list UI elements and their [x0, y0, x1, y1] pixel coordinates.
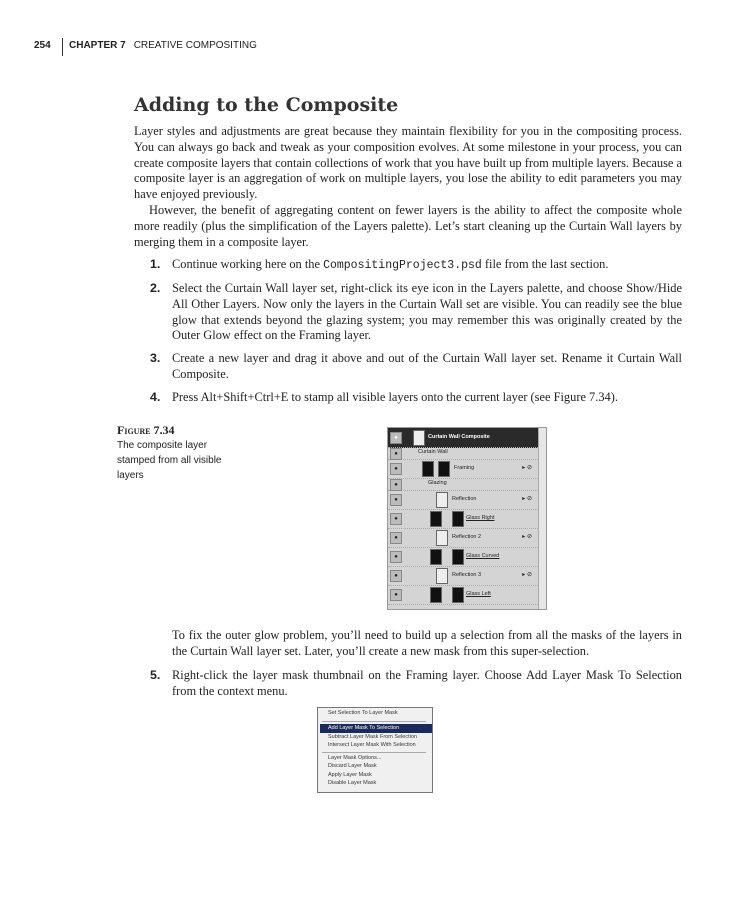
header-divider	[62, 38, 63, 56]
step-text: Select the Curtain Wall layer set, right-click its eye icon in the Layers palette, and choose Show/Hide All Other Layers. Now only the layers in the Curtain Wall set are visible. You can readily see the blue glow that extends beyond the glazing system; you may remember this was originally created by the Outer Glow effect on the Framing layer.	[172, 281, 682, 343]
figure-number: Figure 7.34	[117, 423, 175, 437]
layer-thumbnail	[430, 511, 442, 527]
layer-thumbnail	[436, 568, 448, 584]
step-3	[150, 351, 682, 383]
menu-item-selected[interactable]: Add Layer Mask To Selection	[320, 724, 432, 733]
layer-name: Glazing	[428, 480, 447, 486]
step-4	[150, 390, 682, 406]
layer-row[interactable]	[388, 585, 538, 605]
paragraph-2: However, the benefit of aggregating content on fewer layers is the ability to affect the composite whole more readily (plus the simplification of the Layers palette). Let’s start cleaning up the Curtain Wall layers by merging them in a composite layer.	[134, 203, 682, 249]
eye-icon[interactable]: ●	[390, 448, 402, 460]
layer-name: Reflection 3	[452, 572, 482, 578]
fx-icon: ▸ ⊘	[522, 534, 532, 540]
layer-thumbnail	[436, 530, 448, 546]
layer-thumbnail	[413, 430, 425, 446]
fx-icon: ▸ ⊘	[522, 496, 532, 502]
eye-icon[interactable]: ●	[390, 479, 402, 491]
step-1	[150, 257, 682, 274]
step-number: 4.	[150, 390, 161, 404]
step-number: 2.	[150, 281, 161, 295]
layer-thumbnail	[430, 587, 442, 603]
layer-row[interactable]	[388, 566, 538, 586]
mask-thumbnail[interactable]	[452, 511, 464, 527]
mask-thumbnail[interactable]	[452, 587, 464, 603]
layers-palette	[387, 427, 547, 610]
menu-item[interactable]: Set Selection To Layer Mask	[328, 710, 398, 716]
scrollbar[interactable]	[538, 428, 546, 609]
layer-thumbnail	[436, 492, 448, 508]
menu-item[interactable]: Subtract Layer Mask From Selection	[328, 734, 417, 740]
layer-name: Curtain Wall	[418, 449, 448, 455]
layer-name: Glass Left	[466, 591, 491, 597]
fx-icon: ▸ ⊘	[522, 572, 532, 578]
eye-icon[interactable]: ●	[390, 589, 402, 601]
chapter-number: CHAPTER 7	[69, 40, 126, 51]
layer-row[interactable]	[388, 547, 538, 567]
paragraph-3: To fix the outer glow problem, you’ll need to build up a selection from all the masks of the layers in the Curtain Wall layer set. Later, you’ll create a new mask from this super-selection.	[172, 628, 682, 658]
layer-row[interactable]	[388, 428, 538, 448]
layer-name: Curtain Wall Composite	[428, 434, 490, 440]
file-name: CompositingProject3.psd	[323, 259, 482, 272]
step-number: 3.	[150, 351, 161, 365]
layer-thumbnail	[422, 461, 434, 477]
layer-name: Reflection 2	[452, 534, 482, 540]
layer-row[interactable]	[388, 459, 538, 479]
eye-icon[interactable]: ●	[390, 570, 402, 582]
layer-name: Glass Curved	[466, 553, 500, 559]
mask-thumbnail[interactable]	[438, 461, 450, 477]
mask-thumbnail[interactable]	[452, 549, 464, 565]
eye-icon[interactable]: ●	[390, 432, 402, 444]
page-number: 254	[34, 40, 51, 51]
figure-caption-text: The composite layer stamped from all visible layers	[117, 440, 222, 481]
menu-item[interactable]: Intersect Layer Mask With Selection	[328, 742, 416, 748]
eye-icon[interactable]: ●	[390, 551, 402, 563]
section-title: Adding to the Composite	[134, 94, 399, 116]
layer-thumbnail	[430, 549, 442, 565]
layer-name: Reflection	[452, 496, 477, 502]
layer-name: Glass Right	[466, 515, 495, 521]
step-2	[150, 281, 682, 344]
menu-item[interactable]: Apply Layer Mask	[328, 772, 372, 778]
layer-name: Framing	[454, 465, 475, 471]
step-text: Right-click the layer mask thumbnail on the Framing layer. Choose Add Layer Mask To Selection from the context menu.	[172, 668, 682, 698]
eye-icon[interactable]: ●	[390, 513, 402, 525]
chapter-title: CREATIVE COMPOSITING	[133, 40, 257, 51]
eye-icon[interactable]: ●	[390, 532, 402, 544]
eye-icon[interactable]: ●	[390, 463, 402, 475]
menu-separator	[322, 752, 426, 753]
context-menu	[317, 707, 433, 793]
step-5	[150, 668, 682, 700]
step-text: Continue working here on the CompositingProject3.psd file from the last section.	[172, 257, 609, 272]
menu-separator	[322, 721, 426, 722]
paragraph-1: Layer styles and adjustments are great because they maintain flexibility for you in the compositing process. You can always go back and tweak as your composition evolves. At some milestone in your process, you can create composite layers that contain collections of work that you have built up from multiple layers. Because a composite layer is an aggregation of work on multiple layers, you lose the ability to edit parameters you may have enjoyed previously.	[134, 124, 682, 202]
step-text: Create a new layer and drag it above and out of the Curtain Wall layer set. Rename it Curtain Wall Composite.	[172, 351, 682, 381]
step-text: Press Alt+Shift+Ctrl+E to stamp all visible layers onto the current layer (see Figure 7.34).	[172, 390, 618, 404]
menu-item[interactable]: Discard Layer Mask	[328, 763, 377, 769]
chapter-heading	[69, 40, 257, 51]
step-number: 1.	[150, 257, 161, 271]
layer-row[interactable]	[388, 490, 538, 510]
fx-icon: ▸ ⊘	[522, 465, 532, 471]
figure-caption	[117, 423, 237, 483]
menu-item[interactable]: Layer Mask Options...	[328, 755, 382, 761]
layer-row[interactable]	[388, 509, 538, 529]
eye-icon[interactable]: ●	[390, 494, 402, 506]
menu-item[interactable]: Disable Layer Mask	[328, 780, 377, 786]
running-header	[34, 40, 257, 51]
layer-row[interactable]	[388, 528, 538, 548]
step-number: 5.	[150, 668, 161, 682]
